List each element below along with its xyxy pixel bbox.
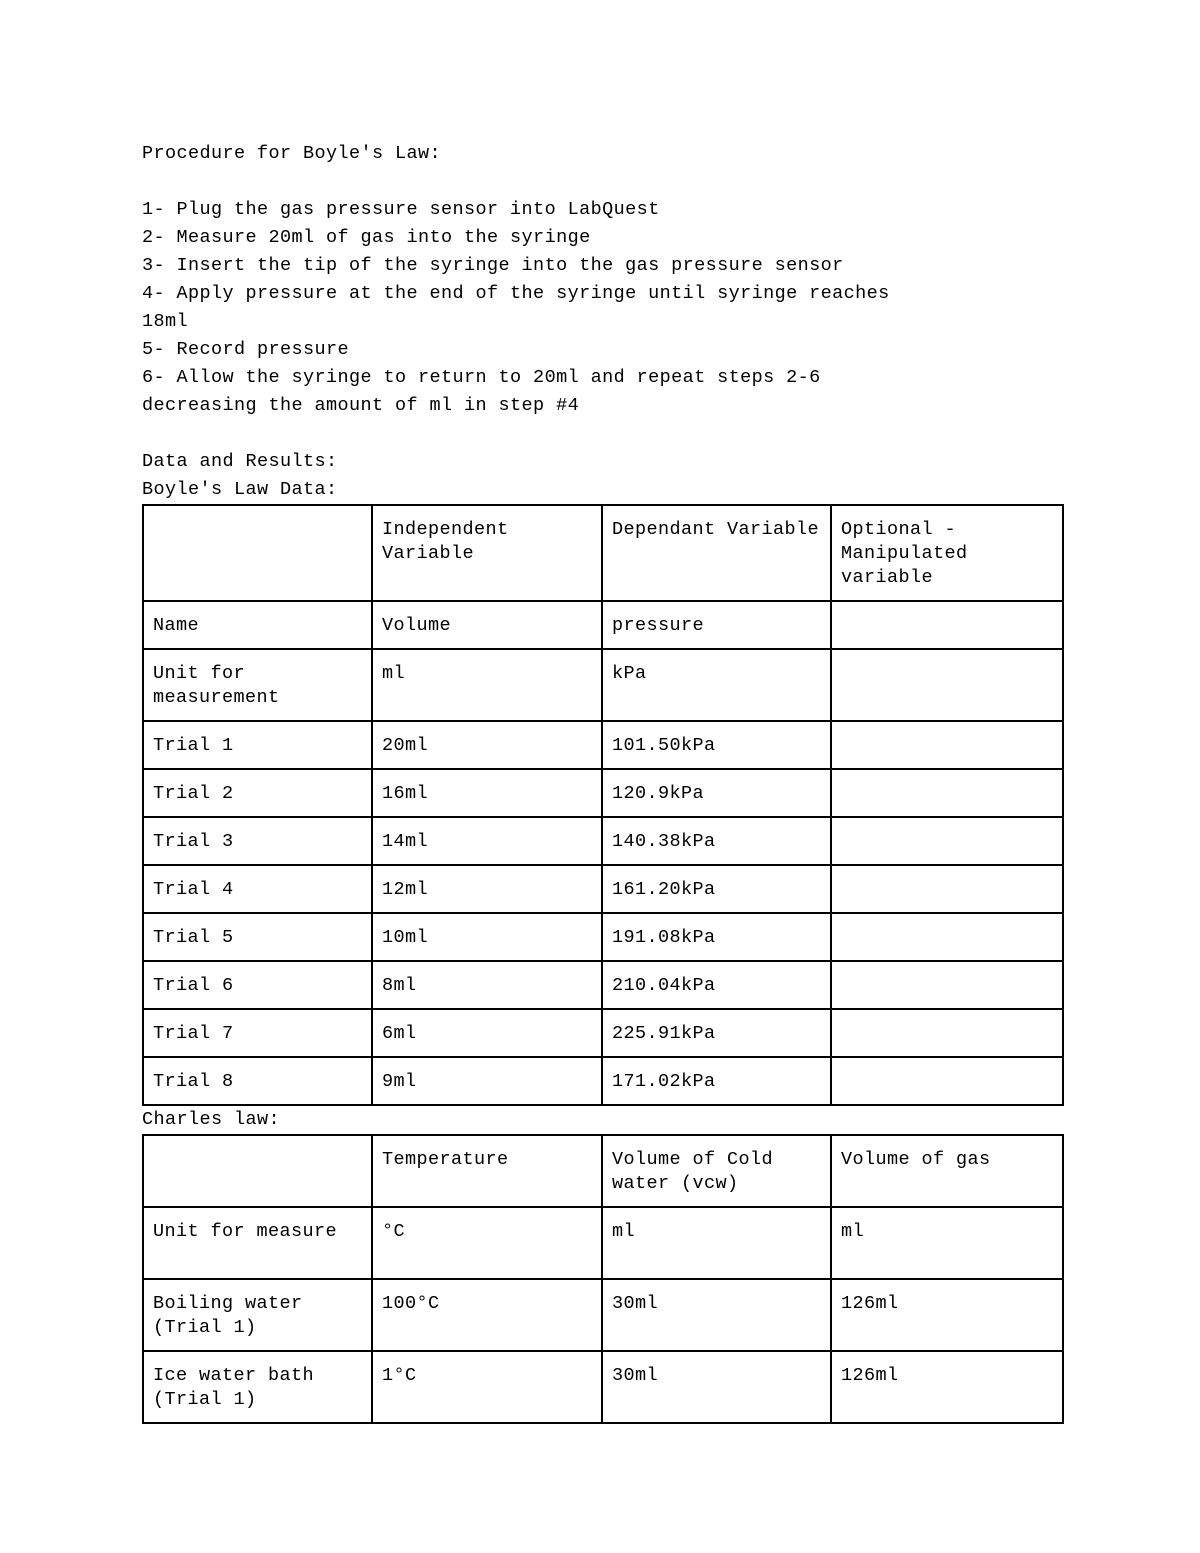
table-cell: 30ml: [602, 1279, 831, 1351]
procedure-step: 18ml: [142, 311, 189, 332]
table-cell: ml: [602, 1207, 831, 1279]
spacer: [142, 420, 1062, 448]
table-cell: 191.08kPa: [602, 913, 831, 961]
spacer: [142, 168, 1062, 196]
table-cell: Temperature: [372, 1135, 602, 1207]
table-row: [143, 1351, 1063, 1423]
procedure-step: 2- Measure 20ml of gas into the syringe: [142, 227, 591, 248]
table-cell: 6ml: [372, 1009, 602, 1057]
table-cell: [831, 1009, 1063, 1057]
table-cell: 126ml: [831, 1279, 1063, 1351]
table-cell: Trial 8: [143, 1057, 372, 1105]
procedure-step: 5- Record pressure: [142, 339, 350, 360]
table-cell: 140.38kPa: [602, 817, 831, 865]
table-cell: Name: [143, 601, 372, 649]
table-row: [143, 1207, 1063, 1279]
table-cell: [831, 721, 1063, 769]
table-row: [143, 1057, 1063, 1105]
charles-law-table: [142, 1134, 1064, 1424]
table-cell: 14ml: [372, 817, 602, 865]
boyle-law-table: [142, 504, 1064, 1106]
table-cell: Trial 2: [143, 769, 372, 817]
table-cell: 20ml: [372, 721, 602, 769]
table-cell: Trial 7: [143, 1009, 372, 1057]
table-cell: 10ml: [372, 913, 602, 961]
table-cell: Volume of gas: [831, 1135, 1063, 1207]
table-row: [143, 649, 1063, 721]
table-cell: [831, 961, 1063, 1009]
table-cell: 171.02kPa: [602, 1057, 831, 1105]
table-cell: 1°C: [372, 1351, 602, 1423]
table-cell: [143, 1135, 372, 1207]
table-cell: Trial 5: [143, 913, 372, 961]
procedure-step: 6- Allow the syringe to return to 20ml and repeat steps 2-6: [142, 367, 821, 388]
table-cell: 120.9kPa: [602, 769, 831, 817]
table-cell: Trial 6: [143, 961, 372, 1009]
table-row: [143, 817, 1063, 865]
results-heading: Data and Results:: [142, 451, 338, 472]
table-cell: 210.04kPa: [602, 961, 831, 1009]
boyle-table-caption: Boyle's Law Data:: [142, 479, 338, 500]
table-cell: 30ml: [602, 1351, 831, 1423]
table-cell: 161.20kPa: [602, 865, 831, 913]
table-row: [143, 1279, 1063, 1351]
table-cell: Independent Variable: [372, 505, 602, 601]
table-cell: 101.50kPa: [602, 721, 831, 769]
table-cell: Trial 3: [143, 817, 372, 865]
table-cell: [831, 913, 1063, 961]
table-cell: 126ml: [831, 1351, 1063, 1423]
table-row: [143, 1009, 1063, 1057]
table-cell: [143, 505, 372, 601]
table-cell: [831, 817, 1063, 865]
table-cell: ml: [372, 649, 602, 721]
procedure-step: 4- Apply pressure at the end of the syringe until syringe reaches: [142, 283, 890, 304]
table-cell: Volume: [372, 601, 602, 649]
table-cell: pressure: [602, 601, 831, 649]
table-cell: Trial 1: [143, 721, 372, 769]
table-cell: [831, 769, 1063, 817]
procedure-step: 3- Insert the tip of the syringe into the gas pressure sensor: [142, 255, 844, 276]
charles-table-caption: Charles law:: [142, 1109, 281, 1130]
table-cell: 100°C: [372, 1279, 602, 1351]
table-cell: 16ml: [372, 769, 602, 817]
table-cell: 225.91kPa: [602, 1009, 831, 1057]
table-header-row: [143, 505, 1063, 601]
table-cell: [831, 601, 1063, 649]
table-cell: 12ml: [372, 865, 602, 913]
table-row: [143, 913, 1063, 961]
procedure-title: Procedure for Boyle's Law:: [142, 143, 442, 164]
procedure-step: decreasing the amount of ml in step #4: [142, 395, 580, 416]
table-row: [143, 721, 1063, 769]
table-header-row: [143, 1135, 1063, 1207]
table-cell: 8ml: [372, 961, 602, 1009]
table-cell: Trial 4: [143, 865, 372, 913]
table-cell: Ice water bath (Trial 1): [143, 1351, 372, 1423]
table-cell: Dependant Variable: [602, 505, 831, 601]
table-cell: [831, 649, 1063, 721]
table-cell: [831, 1057, 1063, 1105]
table-row: [143, 769, 1063, 817]
document-page: [142, 140, 1062, 1424]
table-cell: Unit for measurement: [143, 649, 372, 721]
table-row: [143, 961, 1063, 1009]
table-cell: Boiling water (Trial 1): [143, 1279, 372, 1351]
table-cell: ml: [831, 1207, 1063, 1279]
procedure-step: 1- Plug the gas pressure sensor into LabQuest: [142, 199, 660, 220]
table-cell: Optional - Manipulated variable: [831, 505, 1063, 601]
table-cell: [831, 865, 1063, 913]
table-cell: 9ml: [372, 1057, 602, 1105]
table-row: [143, 865, 1063, 913]
table-row: [143, 601, 1063, 649]
table-cell: kPa: [602, 649, 831, 721]
table-cell: °C: [372, 1207, 602, 1279]
table-cell: Unit for measure: [143, 1207, 372, 1279]
table-cell: Volume of Cold water (vcw): [602, 1135, 831, 1207]
